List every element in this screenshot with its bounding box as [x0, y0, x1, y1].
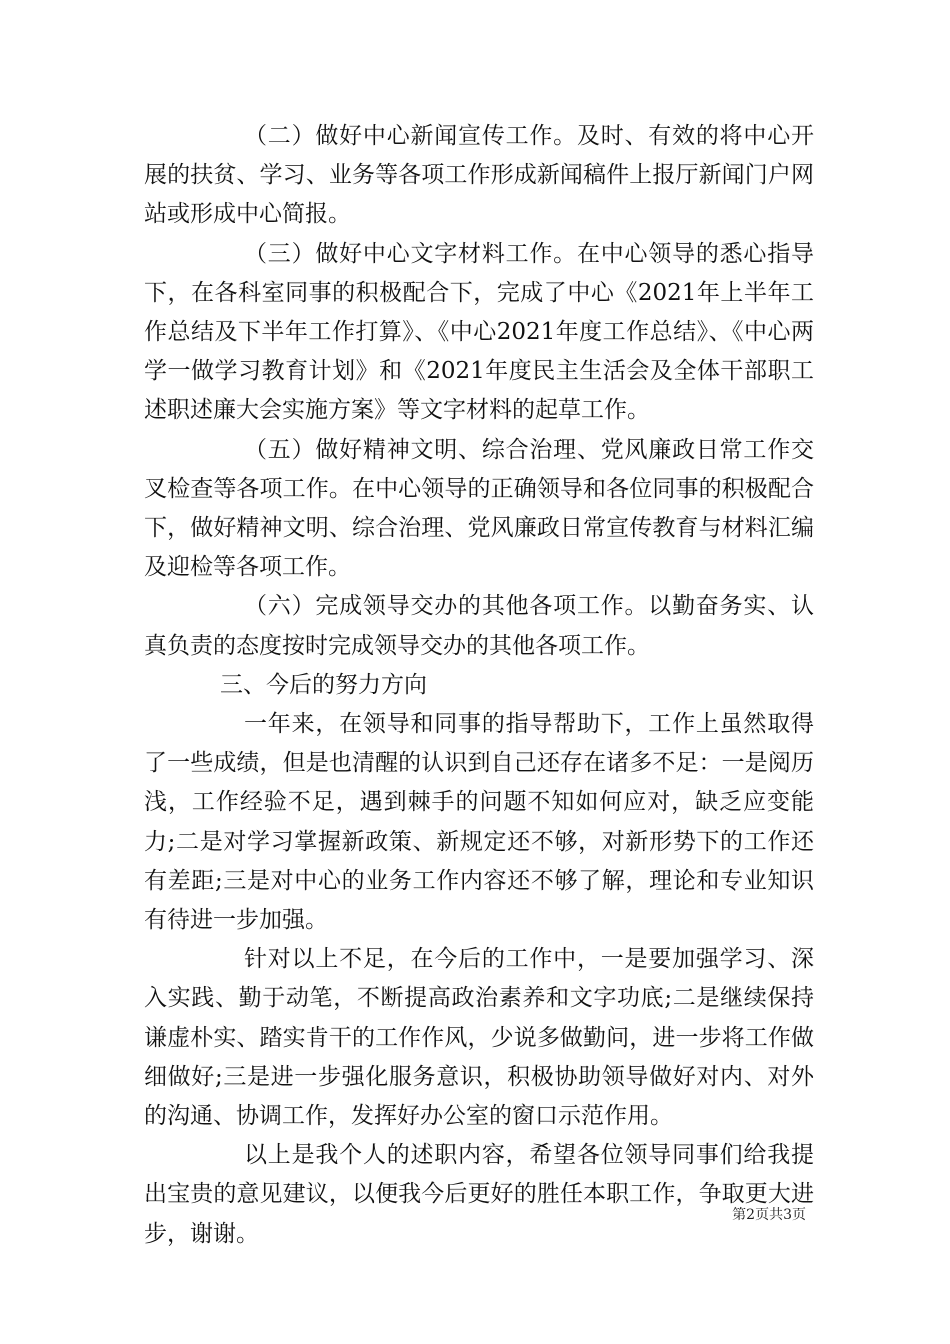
- page-number-footer: 第2页共3页: [732, 1207, 806, 1223]
- paragraph-improvements: 针对以上不足，在今后的工作中，一是要加强学习、深入实践、勤于动笔，不断提高政治素养和文字功底;二是继续保持谦虚朴实、踏实肯干的工作作风，少说多做勤问，进一步将工作做细做好;三是进一步强化服务意识，积极协助领导做好对内、对外的沟通、协调工作，发挥好办公室的窗口示范作用。: [144, 946, 814, 1130]
- paragraph-news-publicity: （二）做好中心新闻宣传工作。及时、有效的将中心开展的扶贫、学习、业务等各项工作形成新闻稿件上报厅新闻门户网站或形成中心简报。: [144, 123, 814, 228]
- paragraph-shortcomings: 一年来，在领导和同事的指导帮助下，工作上虽然取得了一些成绩，但是也清醒的认识到自己还存在诸多不足：一是阅历浅，工作经验不足，遇到棘手的问题不知如何应对，缺乏应变能力;二是对学习掌握新政策、新规定还不够，对新形势下的工作还有差距;三是对中心的业务工作内容还不够了解，理论和专业知识有待进一步加强。: [144, 711, 814, 934]
- section-heading-future-direction: 三、今后的努力方向: [220, 671, 427, 698]
- paragraph-civilization-inspection: （五）做好精神文明、综合治理、党风廉政日常工作交叉检查等各项工作。在中心领导的正确领导和各位同事的积极配合下，做好精神文明、综合治理、党风廉政日常宣传教育与材料汇编及迎检等各项工作。: [144, 436, 814, 581]
- paragraph-closing: 以上是我个人的述职内容，希望各位领导同事们给我提出宝贵的意见建议，以便我今后更好的胜任本职工作，争取更大进步，谢谢。: [144, 1142, 814, 1247]
- document-body: [144, 117, 814, 1254]
- paragraph-other-tasks: （六）完成领导交办的其他各项工作。以勤奋务实、认真负责的态度按时完成领导交办的其他各项工作。: [144, 593, 814, 659]
- paragraph-writing-materials: （三）做好中心文字材料工作。在中心领导的悉心指导下，在各科室同事的积极配合下，完成了中心《2021年上半年工作总结及下半年工作打算》、《中心2021年度工作总结》、《中心两学一做学习教育计划》和《2021年度民主生活会及全体干部职工述职述廉大会实施方案》等文字材料的起草工作。: [144, 240, 814, 424]
